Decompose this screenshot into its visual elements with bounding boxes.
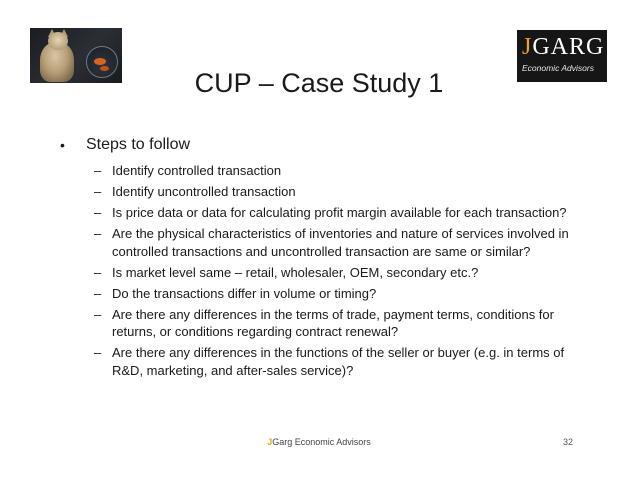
dash-marker: – — [94, 184, 102, 199]
sub-bullet — [94, 183, 620, 201]
footer-brand-text: Garg Economic Advisors — [272, 437, 371, 447]
footer-brand-j: J — [267, 437, 273, 447]
main-bullet-text: Steps to follow — [86, 136, 191, 153]
sub-bullet-text: Do the transactions differ in volume or timing? — [112, 285, 377, 301]
sub-bullet — [94, 162, 620, 180]
logo-brand-j: J — [522, 34, 533, 60]
sub-bullet-text: Identify uncontrolled transaction — [112, 184, 296, 199]
sub-bullet — [94, 204, 620, 222]
dash-marker: – — [94, 264, 102, 280]
sub-bullet-text: Are the physical characteristics of inventories and nature of services involved in controlled transactions and uncontrolled transaction are same or similar? — [112, 226, 569, 259]
main-bullet — [60, 134, 620, 156]
dash-marker: – — [94, 306, 102, 322]
bullet-marker: • — [60, 137, 65, 153]
sub-bullet-text: Are there any differences in the terms of trade, payment terms, conditions for returns, or conditions regarding contract renewal? — [112, 306, 554, 339]
dash-marker: – — [94, 345, 102, 360]
logo-brand — [522, 34, 607, 60]
slide-title: CUP – Case Study 1 — [194, 68, 444, 98]
sub-bullet-text: Are there any differences in the functions of the seller or buyer (e.g. in terms of R&D, marketing, and after-sales service)? — [112, 345, 565, 378]
page-number: 32 — [563, 437, 574, 447]
sub-bullet-text: Is price data or data for calculating profit margin available for each transaction? — [112, 205, 567, 220]
sub-bullet — [94, 264, 620, 282]
logo-tagline: Economic Advisors — [522, 63, 594, 73]
sub-bullet-list — [94, 162, 620, 379]
dash-marker: – — [94, 205, 102, 220]
sub-bullet — [94, 225, 620, 260]
dash-marker: – — [94, 226, 102, 241]
sub-bullet-text: Identify controlled transaction — [112, 163, 282, 178]
sub-bullet — [94, 344, 620, 379]
sub-bullet — [94, 306, 620, 341]
logo-brand-rest: GARG — [532, 34, 605, 60]
slide-content — [60, 134, 620, 383]
sub-bullet — [94, 285, 620, 303]
sub-bullet-text: Is market level same – retail, wholesaler, OEM, secondary etc.? — [112, 264, 479, 280]
dash-marker: – — [94, 285, 102, 301]
footer-brand — [0, 437, 638, 447]
cat-head-shape — [48, 32, 68, 50]
dash-marker: – — [94, 163, 102, 178]
goldfish-shape — [94, 58, 106, 65]
